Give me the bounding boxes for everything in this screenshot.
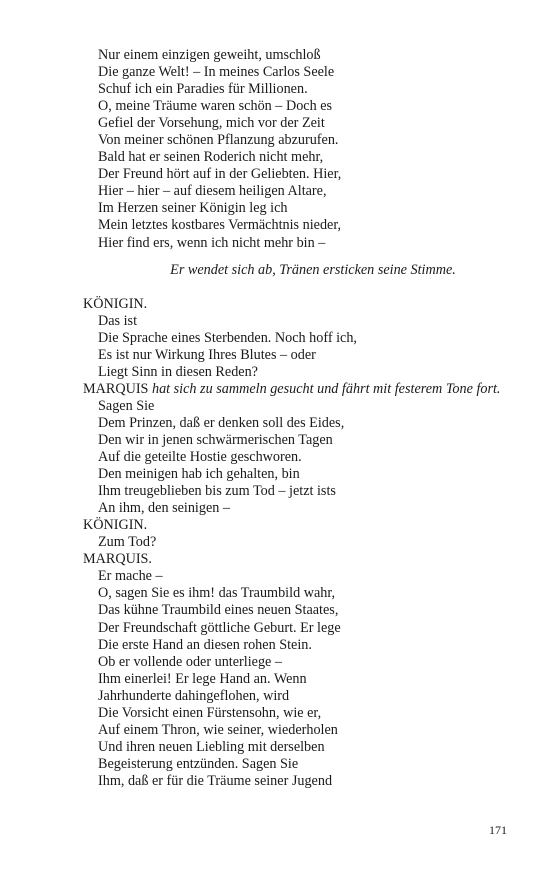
verse-line: Nur einem einzigen geweiht, umschloß (98, 47, 321, 63)
verse-line: Von meiner schönen Pflanzung abzurufen. (98, 132, 339, 149)
verse-line: Dem Prinzen, daß er denken soll des Eides, (98, 414, 345, 431)
verse-line: Die erste Hand an diesen rohen Stein. (98, 636, 312, 653)
verse-line: Es ist nur Wirkung Ihres Blutes – oder (98, 346, 316, 363)
speaker-name: KÖNIGIN. (83, 517, 148, 534)
verse-line: Die Vorsicht einen Fürstensohn, wie er, (98, 704, 322, 721)
verse-line: Hier find ers, wenn ich nicht mehr bin – (98, 234, 326, 251)
speaker-name: MARQUIS. (83, 551, 152, 568)
verse-line: Ihm einerlei! Er lege Hand an. Wenn (98, 670, 307, 687)
drama-text (83, 47, 523, 790)
verse-line: Das ist (98, 312, 138, 329)
speaker-with-direction (83, 381, 523, 398)
verse-line: Der Freund hört auf in der Geliebten. Hier, (98, 166, 342, 183)
page-number: 171 (489, 823, 507, 837)
stage-direction: Er wendet sich ab, Tränen ersticken seine Stimme. (170, 261, 456, 278)
verse-line: Die Sprache eines Sterbenden. Noch hoff ich, (98, 329, 357, 346)
verse-line: Mein letztes kostbares Vermächtnis nieder, (98, 217, 342, 234)
verse-line: Er mache – (98, 568, 163, 585)
verse-line: Sagen Sie (98, 397, 155, 414)
verse-line: O, meine Träume waren schön – Doch es (98, 98, 333, 115)
verse-line: Jahrhunderte dahingeflohen, wird (98, 687, 290, 704)
verse-line: Im Herzen seiner Königin leg ich (98, 200, 288, 217)
verse-line: Zum Tod? (98, 534, 157, 551)
speaker-name: MARQUIS (83, 380, 149, 397)
stage-direction: hat sich zu sammeln gesucht und fährt mit festerem Tone fort. (151, 380, 501, 397)
verse-line: Liegt Sinn in diesen Reden? (98, 363, 258, 380)
verse-line: Ob er vollende oder unterliege – (98, 653, 282, 670)
verse-line: O, sagen Sie es ihm! das Traumbild wahr, (98, 585, 336, 602)
verse-line: Ihm, daß er für die Träume seiner Jugend (98, 772, 333, 789)
verse-line: Der Freundschaft göttliche Geburt. Er lege (98, 619, 341, 636)
verse-line: Auf einem Thron, wie seiner, wiederholen (98, 721, 338, 738)
verse-line: Hier – hier – auf diesem heiligen Altare, (98, 183, 327, 200)
verse-line: Ihm treugeblieben bis zum Tod – jetzt ists (98, 483, 336, 500)
verse-line: Auf die geteilte Hostie geschworen. (98, 449, 302, 466)
verse-line: Und ihren neuen Liebling mit derselben (98, 738, 325, 755)
verse-line: Gefiel der Vorsehung, mich vor der Zeit (98, 115, 325, 132)
speaker-name: KÖNIGIN. (83, 295, 148, 312)
verse-line: Den meinigen hab ich gehalten, bin (98, 466, 300, 483)
verse-line: Schuf ich ein Paradies für Millionen. (98, 81, 308, 98)
verse-line: Den wir in jenen schwärmerischen Tagen (98, 431, 333, 448)
verse-line: Begeisterung entzünden. Sagen Sie (98, 755, 299, 772)
verse-line: Die ganze Welt! – In meines Carlos Seele (98, 64, 335, 81)
verse-line: Das kühne Traumbild eines neuen Staates, (98, 602, 339, 619)
verse-line: Bald hat er seinen Roderich nicht mehr, (98, 149, 324, 166)
verse-line: An ihm, den seinigen – (98, 500, 231, 517)
